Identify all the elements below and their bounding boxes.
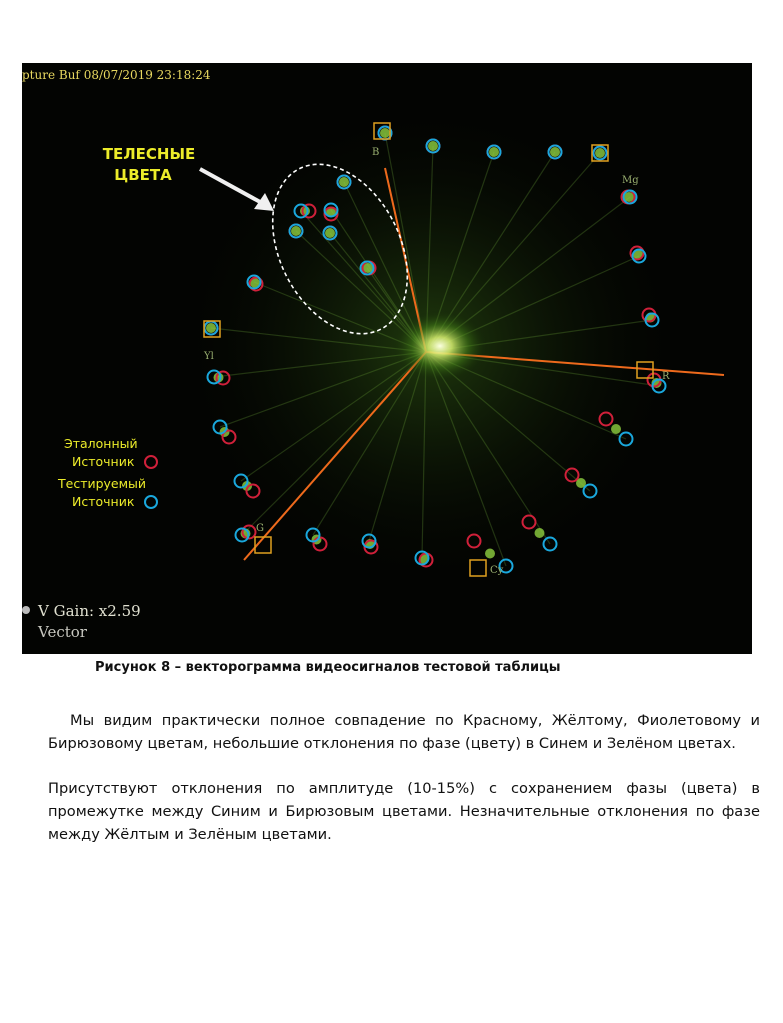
signal-blob [325, 228, 335, 238]
signal-blob [595, 148, 605, 158]
figure-caption: Рисунок 8 – векторограмма видеосигналов тестовой таблицы [95, 660, 561, 675]
vectorscope-screenshot [22, 63, 752, 654]
signal-blob [485, 549, 495, 559]
legend-tested-line2: Источник [72, 494, 135, 509]
legend-tested-marker [145, 496, 157, 508]
legend-reference-line2: Источник [72, 454, 135, 469]
target-label-mg: Mg [622, 175, 639, 186]
center-glow [392, 310, 488, 382]
vectorscope-graph [22, 63, 752, 654]
skin-label-line1: ТЕЛЕСНЫЕ [102, 145, 196, 163]
signal-blob [339, 177, 349, 187]
legend-reference-line1: Эталонный [64, 436, 138, 451]
legend-tested-line1: Тестируемый [58, 476, 147, 491]
gain-dot-icon [22, 606, 30, 614]
target-label-r: R [662, 371, 670, 382]
legend-reference-marker [145, 456, 157, 468]
signal-blob [535, 528, 545, 538]
paragraph-1: Мы видим практически полное совпадение по Красному, Жёлтому, Фиолетовому и Бирюзовому цветам, небольшие отклонения по фазе (цвету) в Синем и Зелёном цветах. [48, 712, 760, 752]
signal-blob [291, 226, 301, 236]
capture-timestamp: pture Buf 08/07/2019 23:18:24 [22, 68, 211, 82]
target-label-b: B [372, 147, 380, 158]
mode-readout: Vector [38, 623, 87, 641]
gain-readout: V Gain: x2.59 [38, 602, 141, 620]
skin-label-line2: ЦВЕТА [114, 166, 172, 184]
paragraph-2: Присутствуют отклонения по амплитуде (10-15%) с сохранением фазы (цвета) в промежутке между Синим и Бирюзовым цветами. Незначительные отклонения по фазе между Жёлтым и Зелёным цветами. [48, 780, 760, 843]
signal-blob [489, 147, 499, 157]
target-label-cy: Cy [490, 565, 504, 576]
signal-blob [611, 424, 621, 434]
signal-blob [206, 323, 216, 333]
signal-blob [380, 128, 390, 138]
target-label-yl: Yl [204, 351, 214, 362]
target-label-g: G [256, 523, 264, 534]
signal-blob [550, 147, 560, 157]
signal-blob [428, 141, 438, 151]
